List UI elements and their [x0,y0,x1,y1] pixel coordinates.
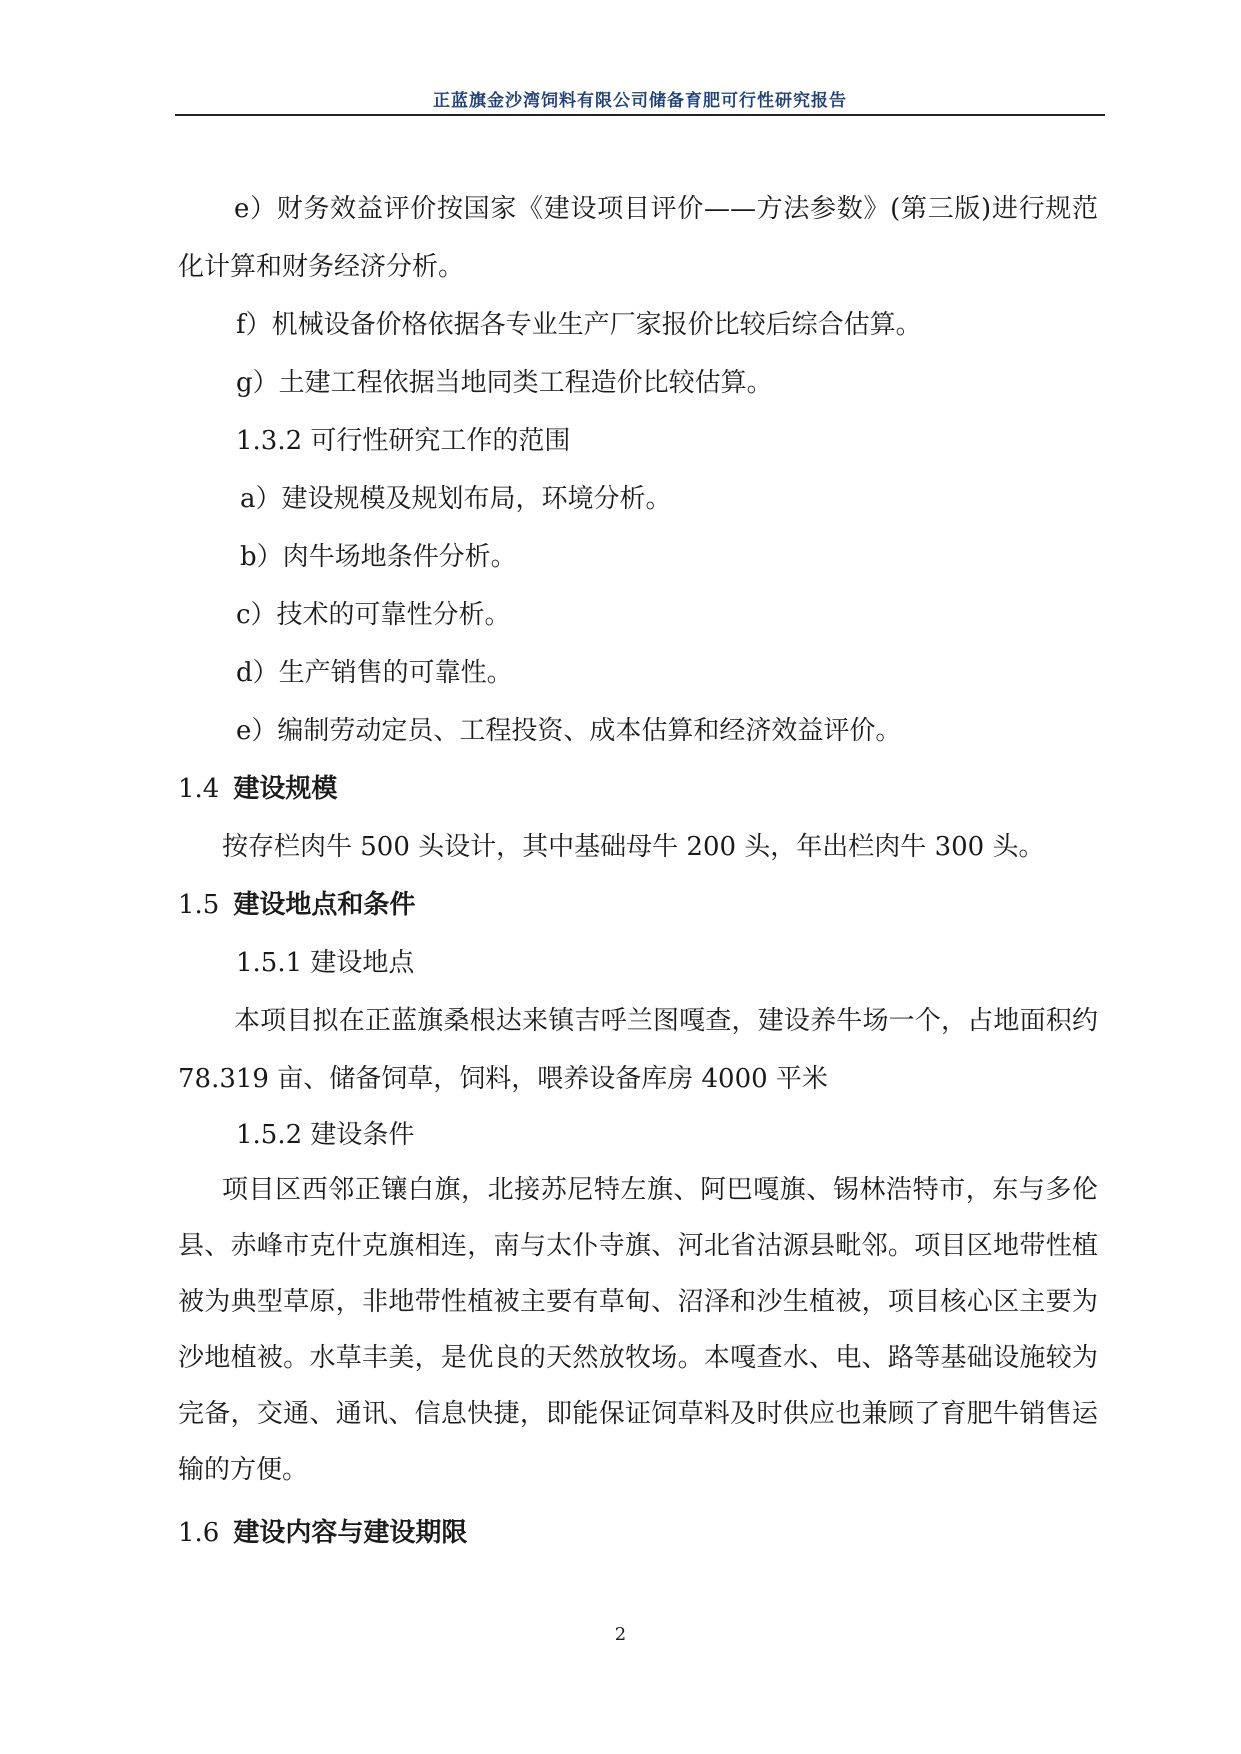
heading-number: 1.5 [178,890,220,920]
heading-title: 建设规模 [233,774,338,804]
scope-item-b: b）肉牛场地条件分析。 [240,542,517,572]
location-paragraph: 本项目拟在正蓝旗桑根达来镇吉呼兰图嘎查，建设养牛场一个，占地面积约 78.319 亩、储备饲草，饲料，喂养设备库房 4000 平米 [178,1006,1098,1094]
paragraph-g-civil: g）土建工程依据当地同类工程造价比较估算。 [236,368,773,398]
scale-paragraph: 按存栏肉牛 500 头设计，其中基础母牛 200 头，年出栏肉牛 300 头。 [222,832,1045,862]
heading-number: 1.4 [178,774,220,804]
heading-1-5 [178,876,1098,934]
subsection-1-3-2: 1.3.2 可行性研究工作的范围 [236,426,571,456]
scope-item-c: c）技术的可靠性分析。 [236,600,511,630]
page-body [178,180,1098,1562]
running-header: 正蓝旗金沙湾饲料有限公司储备育肥可行性研究报告 [433,91,847,111]
subsection-1-5-1: 1.5.1 建设地点 [236,948,415,978]
header-rule [175,114,1105,116]
heading-title: 建设地点和条件 [233,890,416,920]
heading-1-4 [178,760,1098,818]
page-number: 2 [614,1624,627,1645]
subsection-1-5-2: 1.5.2 建设条件 [236,1120,415,1150]
scope-item-d: d）生产销售的可靠性。 [236,658,513,688]
conditions-paragraph: 项目区西邻正镶白旗，北接苏尼特左旗、阿巴嘎旗、锡林浩特市，东与多伦县、赤峰市克什克旗相连，南与太仆寺旗、河北省沽源县毗邻。项目区地带性植被为典型草原，非地带性植被主要有草甸、沼泽和沙生植被，项目核心区主要为沙地植被。水草丰美，是优良的天然放牧场。本嘎查水、电、路等基础设施较为完备，交通、通讯、信息快捷，即能保证饲草料及时供应也兼顾了育肥牛销售运输的方便。 [178,1175,1098,1485]
paragraph-f-equipment: f）机械设备价格依据各专业生产厂家报价比较后综合估算。 [236,310,922,340]
heading-number: 1.6 [178,1518,220,1548]
paragraph-e-financial: e）财务效益评价按国家《建设项目评价——方法参数》(第三版)进行规范化计算和财务经济分析。 [178,194,1098,282]
scope-item-e: e）编制劳动定员、工程投资、成本估算和经济效益评价。 [236,716,902,746]
heading-title: 建设内容与建设期限 [233,1518,468,1548]
scope-item-a: a）建设规模及规划布局，环境分析。 [240,484,672,514]
heading-1-6 [178,1504,1098,1562]
